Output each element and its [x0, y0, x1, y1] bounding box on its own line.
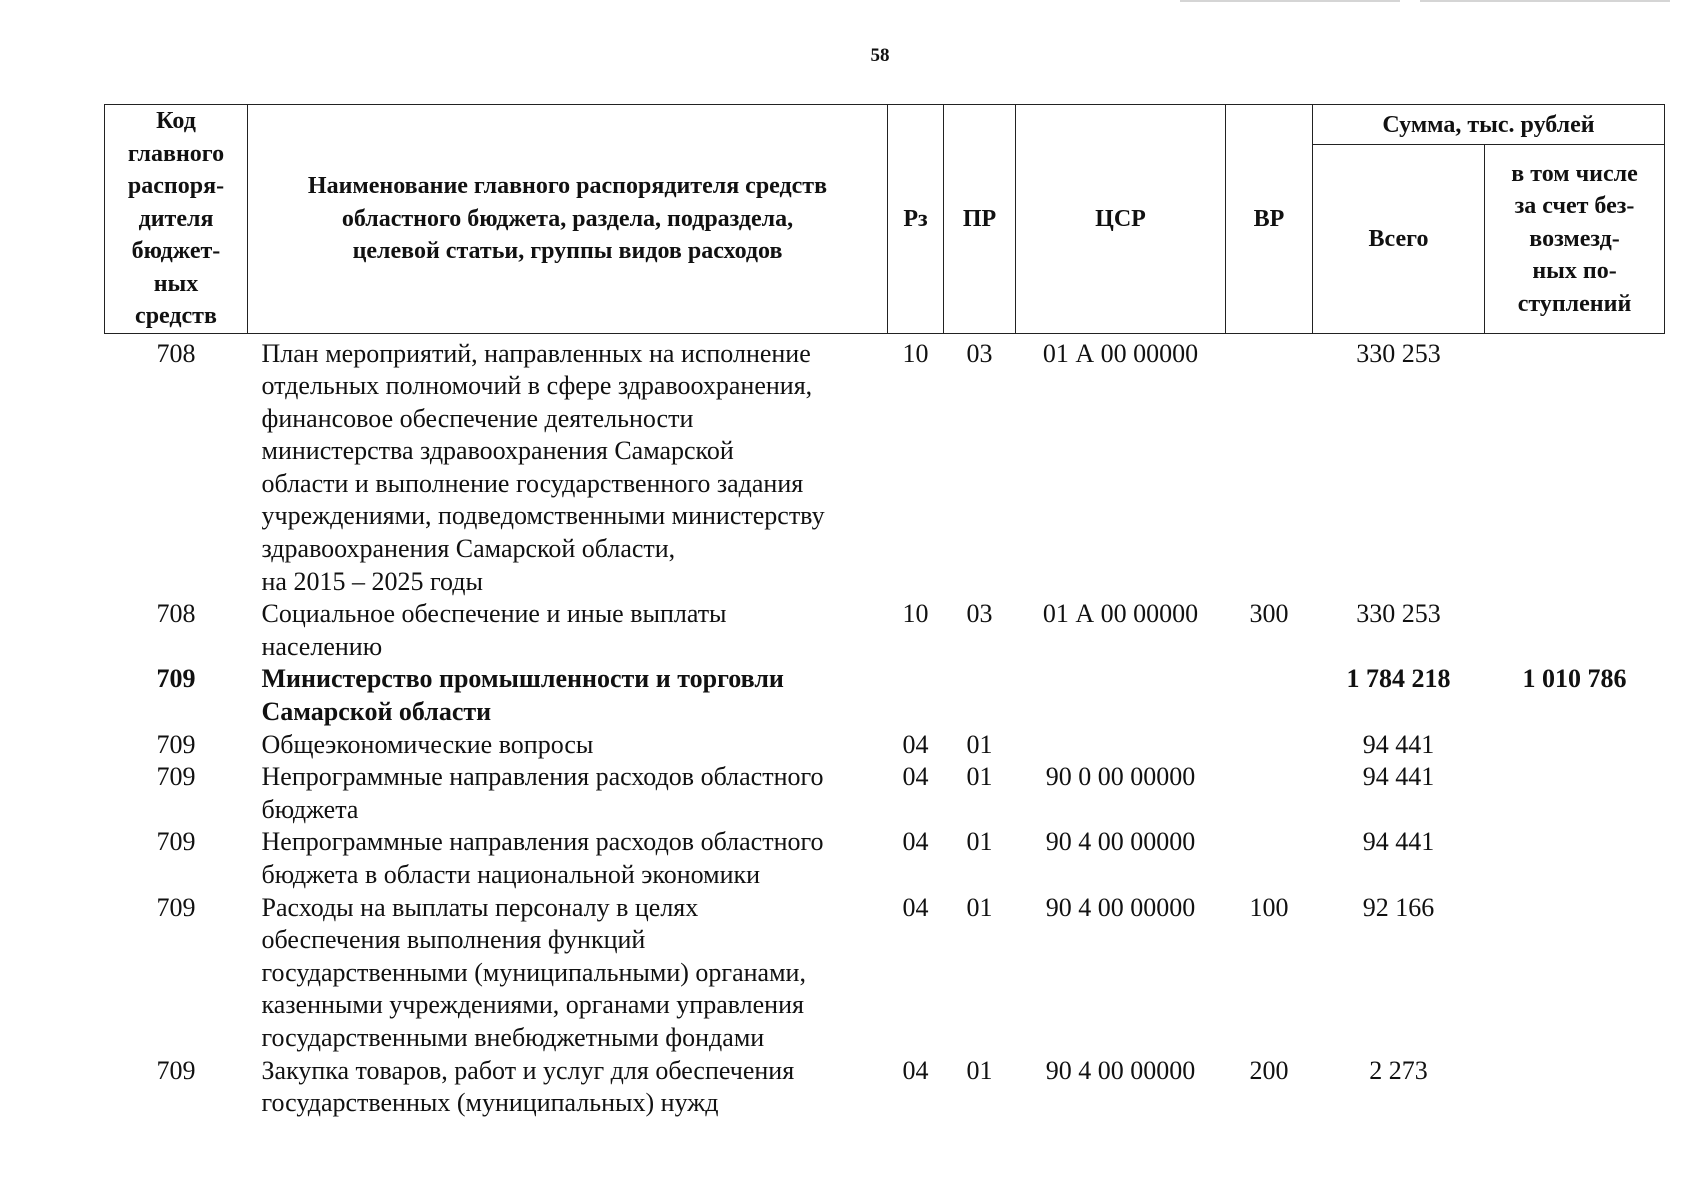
cell-total: 94 441: [1362, 827, 1435, 857]
cell-code: 709: [156, 892, 196, 922]
cell-vr: [1226, 663, 1313, 728]
cell-pr: 01: [966, 729, 993, 759]
scan-edge-mark: [1420, 0, 1670, 2]
cell-code: 709: [156, 827, 196, 857]
cell-pr: 01: [966, 827, 993, 857]
cell-name-line: области и выполнение государственного задания: [261, 468, 804, 498]
cell-name: [248, 598, 888, 663]
cell-name: [248, 1055, 888, 1124]
cell-name: [248, 729, 888, 762]
cell-name-line: бюджета в области национальной экономики: [261, 860, 761, 889]
cell-name-line: обеспечения выполнения функций: [261, 925, 646, 955]
cell-rz: 04: [902, 729, 929, 759]
cell-name-line: населению: [261, 631, 383, 661]
cell-total: 94 441: [1362, 729, 1435, 759]
page-number: 58: [870, 45, 890, 66]
table-row: [105, 761, 1665, 826]
cell-name-line: министерства здравоохранения Самарской: [261, 436, 734, 466]
cell-rz: 04: [902, 1055, 929, 1085]
header-name: Наименование главного распорядителя средств областного бюджета, раздела, подраздела, целевой статьи, группы видов расходов: [248, 105, 888, 334]
header-code: Код главного распоря- дителя бюджет- ных средств: [105, 105, 248, 334]
cell-pr: 03: [966, 338, 993, 368]
table-row: [105, 663, 1665, 728]
cell-name: [248, 892, 888, 1055]
cell-name-line: Расходы на выплаты персоналу в целях: [261, 892, 699, 922]
cell-code: 708: [156, 599, 196, 629]
cell-vr: [1226, 826, 1313, 891]
cell-total: 94 441: [1362, 762, 1435, 792]
cell-name-line: Министерство промышленности и торговли: [261, 664, 784, 694]
table-row: [105, 333, 1665, 598]
cell-total: 1 784 218: [1346, 664, 1451, 694]
cell-rz: [888, 663, 944, 728]
cell-csr: 01 А 00 00000: [1042, 599, 1199, 629]
cell-free: [1485, 761, 1665, 826]
table-row: [105, 598, 1665, 663]
cell-rz: 10: [902, 599, 929, 629]
header-pr: ПР: [944, 105, 1016, 334]
cell-vr: [1226, 761, 1313, 826]
scan-edge-mark: [1180, 0, 1400, 2]
cell-name: [248, 333, 888, 598]
cell-total: 330 253: [1356, 599, 1441, 629]
cell-pr: 01: [966, 762, 993, 792]
cell-csr: 90 4 00 00000: [1045, 827, 1196, 857]
table-body: [105, 333, 1665, 1124]
cell-pr: 01: [966, 1055, 993, 1085]
cell-name-line: на 2015 – 2025 годы: [261, 566, 483, 596]
table-row: [105, 892, 1665, 1055]
cell-code: 709: [156, 1055, 196, 1085]
cell-csr: 01 А 00 00000: [1042, 338, 1199, 368]
cell-name-line: здравоохранения Самарской области,: [261, 534, 676, 564]
cell-free: [1485, 333, 1665, 598]
cell-name-line: Непрограммные направления расходов областного: [261, 827, 824, 857]
cell-name-line: Социальное обеспечение и иные выплаты: [261, 599, 727, 629]
cell-name-line: казенными учреждениями, органами управления: [261, 990, 804, 1020]
cell-name: [248, 663, 888, 728]
cell-free: 1 010 786: [1522, 664, 1627, 694]
cell-rz: 04: [902, 892, 929, 922]
cell-csr: [1016, 729, 1226, 762]
cell-name: [248, 826, 888, 891]
cell-name-line: государственными внебюджетными фондами: [261, 1022, 765, 1052]
cell-name-line: государственных (муниципальных) нужд: [261, 1088, 719, 1118]
cell-pr: 03: [966, 599, 993, 629]
cell-name-line: План мероприятий, направленных на исполнение: [261, 338, 811, 368]
cell-free: [1485, 892, 1665, 1055]
cell-name-line: учреждениями, подведомственными министерству: [261, 501, 825, 531]
cell-total: 92 166: [1362, 892, 1435, 922]
cell-rz: 04: [902, 762, 929, 792]
cell-name: [248, 761, 888, 826]
cell-vr: [1226, 729, 1313, 762]
cell-rz: 10: [902, 338, 929, 368]
cell-name-line: бюджета: [261, 794, 359, 824]
table-row: [105, 826, 1665, 891]
table-row: [105, 729, 1665, 762]
budget-table: [104, 104, 1665, 1124]
cell-code: 709: [156, 664, 196, 694]
cell-csr: 90 0 00 00000: [1045, 762, 1196, 792]
cell-free: [1485, 598, 1665, 663]
cell-name-line: Непрограммные направления расходов областного: [261, 762, 824, 792]
cell-name-line: Самарской области: [261, 697, 492, 727]
cell-csr: 90 4 00 00000: [1045, 1055, 1196, 1085]
cell-vr: [1226, 333, 1313, 598]
cell-csr: 90 4 00 00000: [1045, 892, 1196, 922]
cell-name-line: финансовое обеспечение деятельности: [261, 403, 694, 433]
cell-csr: [1016, 663, 1226, 728]
header-csr: ЦСР: [1016, 105, 1226, 334]
table-header: [105, 105, 1665, 334]
cell-rz: 04: [902, 827, 929, 857]
header-rz: Рз: [888, 105, 944, 334]
cell-pr: [944, 663, 1016, 728]
cell-code: 709: [156, 762, 196, 792]
cell-vr: 100: [1249, 892, 1289, 922]
cell-pr: 01: [966, 892, 993, 922]
cell-free: [1485, 729, 1665, 762]
cell-name-line: государственными (муниципальными) органами,: [261, 957, 806, 987]
cell-code: 709: [156, 729, 196, 759]
cell-name-line: отдельных полномочий в сфере здравоохранения,: [261, 371, 813, 401]
cell-name-line: Закупка товаров, работ и услуг для обеспечения: [261, 1055, 795, 1085]
cell-free: [1485, 1055, 1665, 1124]
cell-name-line: Общеэкономические вопросы: [261, 729, 594, 759]
cell-total: 330 253: [1356, 338, 1441, 368]
cell-code: 708: [156, 338, 196, 368]
cell-vr: 300: [1249, 599, 1289, 629]
header-vr: ВР: [1226, 105, 1313, 334]
header-free: в том числе за счет без- возмезд- ных по- ступлений: [1485, 145, 1665, 333]
header-sum: Сумма, тыс. рублей: [1313, 105, 1665, 145]
cell-free: [1485, 826, 1665, 891]
table-row: [105, 1055, 1665, 1124]
cell-total: 2 273: [1369, 1055, 1428, 1085]
header-total: Всего: [1313, 145, 1485, 333]
cell-vr: 200: [1249, 1055, 1289, 1085]
